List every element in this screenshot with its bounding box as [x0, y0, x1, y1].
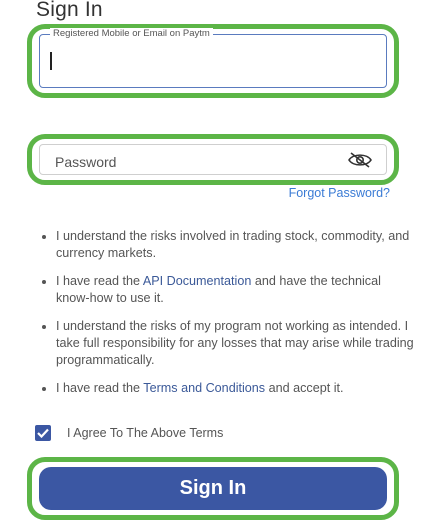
sign-in-button[interactable]: Sign In — [39, 467, 387, 510]
agree-label: I Agree To The Above Terms — [67, 426, 224, 440]
password-field[interactable] — [39, 144, 387, 175]
list-item — [56, 380, 416, 397]
list-item — [56, 273, 416, 307]
list-item-text: I have read the — [56, 381, 144, 395]
terms-list — [32, 228, 416, 408]
login-field-label: Registered Mobile or Email on Paytm — [50, 28, 213, 39]
agree-row — [35, 425, 223, 441]
list-item: • I understand the risks involved in trading stock, commodity, and currency markets. — [56, 228, 416, 262]
eye-slash-icon[interactable] — [348, 152, 372, 168]
login-field[interactable] — [39, 28, 387, 88]
forgot-password-link[interactable]: Forgot Password? — [288, 186, 390, 200]
page-title: Sign In — [36, 0, 103, 21]
checkmark-icon — [37, 428, 49, 438]
text-cursor — [50, 52, 52, 70]
api-documentation-link[interactable]: API Documentation — [142, 274, 252, 288]
password-placeholder: Password — [55, 154, 117, 170]
list-item: • I understand the risks of my program not working as intended. I take full responsibility for any losses that may arise while trading programmatically. — [56, 318, 416, 369]
list-item-text: and have the technical know-how to use it. — [56, 274, 381, 305]
sign-in-button-highlight — [27, 457, 399, 520]
list-item-text: I have read the — [56, 274, 143, 288]
login-field-highlight — [27, 24, 399, 98]
terms-and-conditions-link[interactable]: Terms and Conditions — [143, 381, 266, 395]
password-field-highlight — [27, 134, 399, 185]
list-item-text: and accept it. — [265, 381, 344, 395]
agree-checkbox[interactable] — [35, 425, 51, 441]
